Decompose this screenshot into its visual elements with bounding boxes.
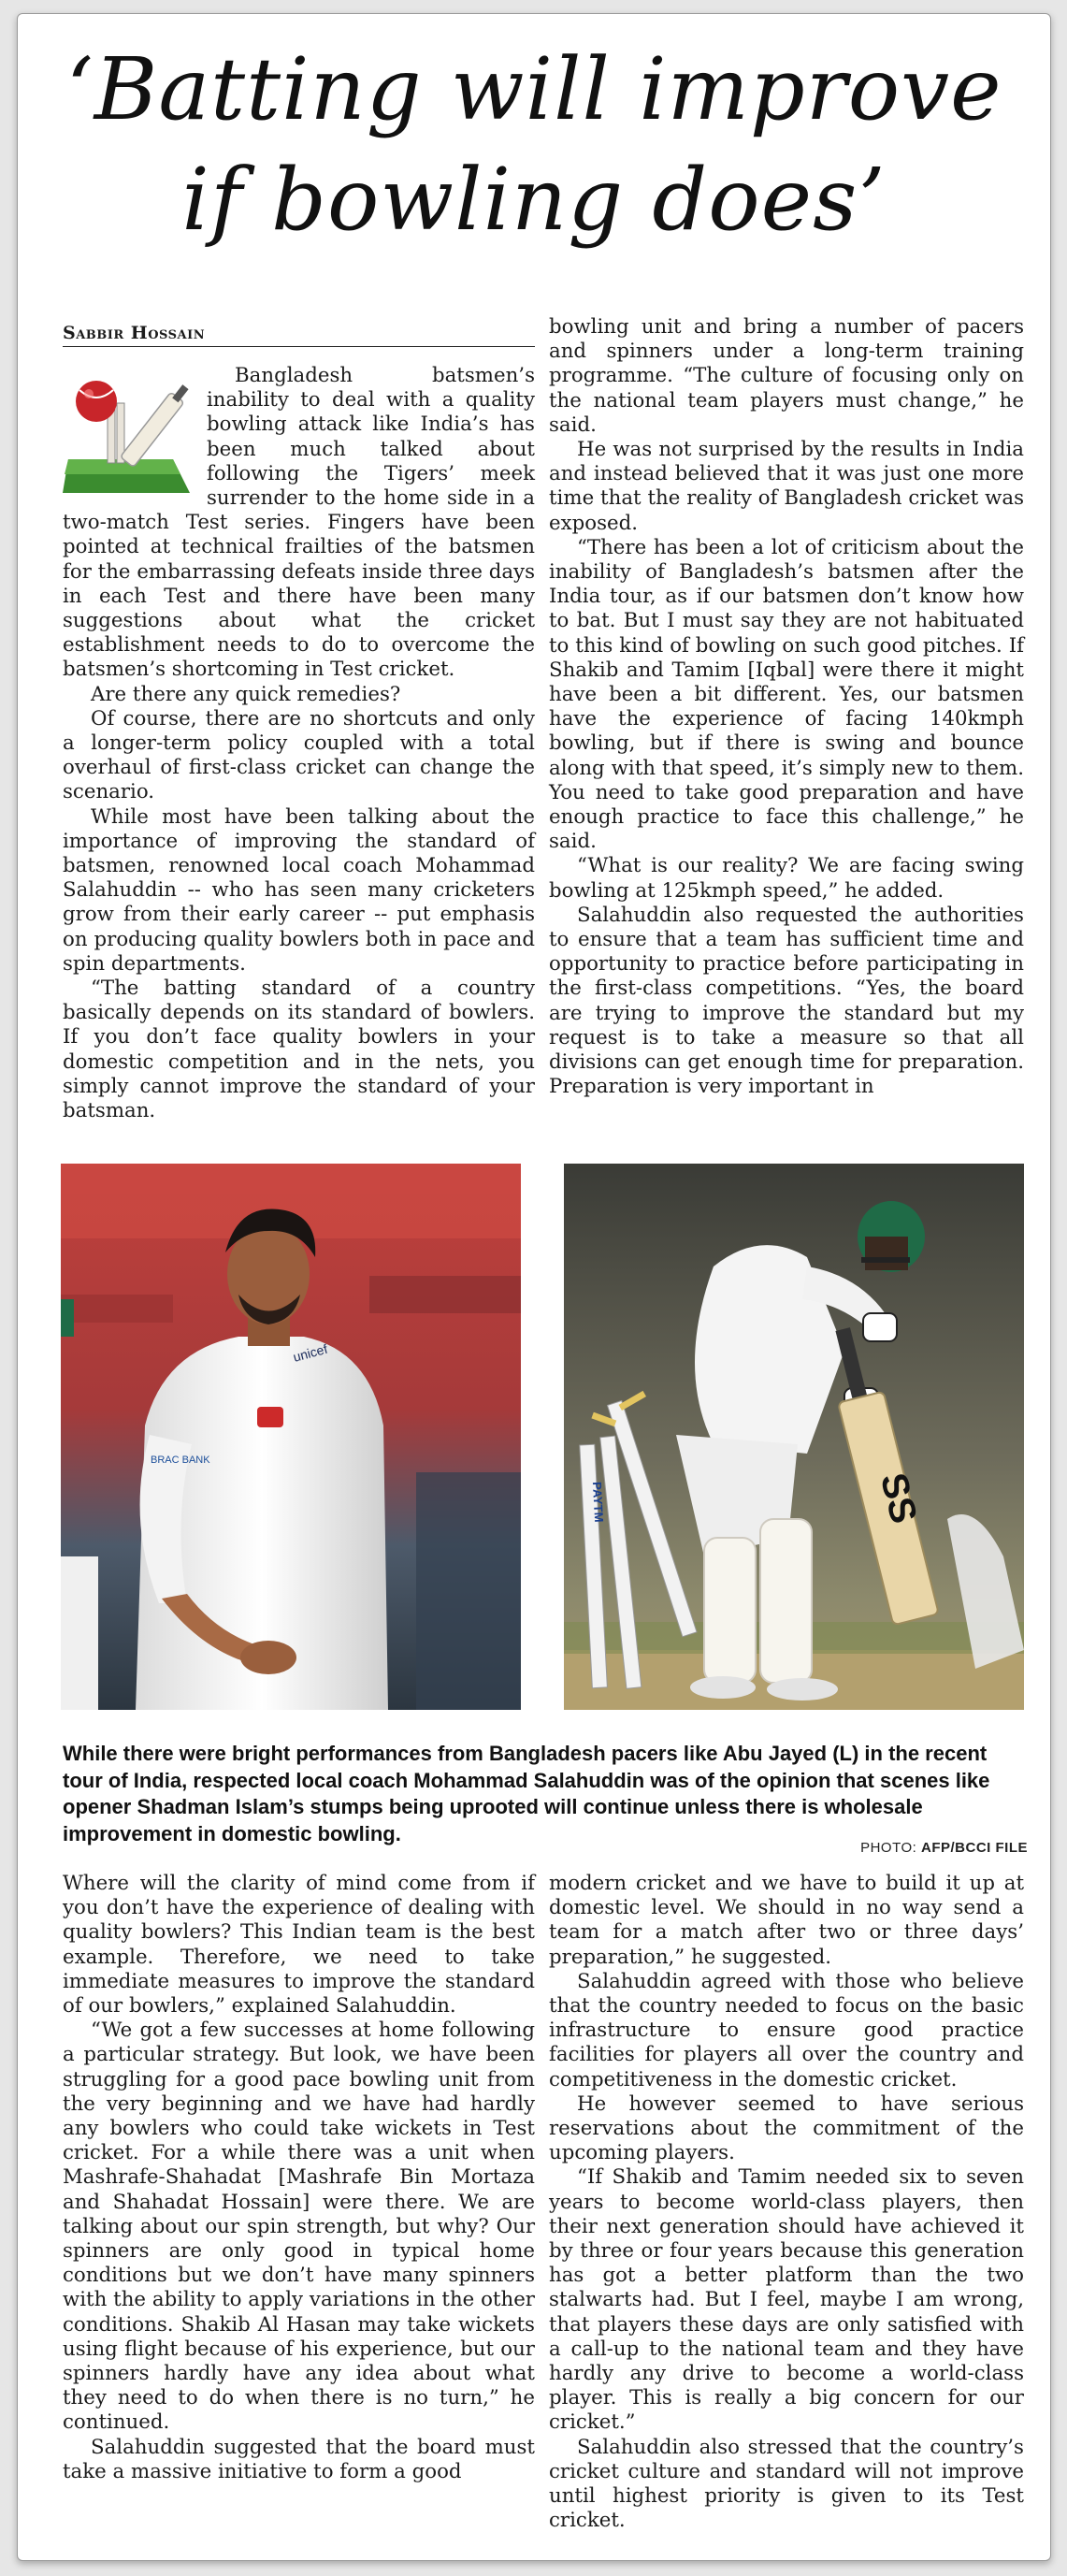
paragraph: “The batting standard of a country basically depends on its standard of bowlers. If you don’t face quality bowlers in your domestic competition and in the nets, you simply cannot improve the standard of your batsman. bbox=[63, 977, 535, 1123]
sponsor-logo: BRAC BANK bbox=[151, 1454, 210, 1466]
paragraph: Salahuddin also stressed that the country’s cricket culture and standard will not improve until highest priority is given to its Test cricket. bbox=[549, 2435, 1024, 2533]
paragraph: modern cricket and we have to build it up at domestic level. We should in no way send a team for a match after two or three days’ preparation,” he suggested. bbox=[549, 1872, 1024, 1969]
column-bottom-right bbox=[549, 1872, 1024, 2533]
photo-credit-source: AFP/BCCI FILE bbox=[921, 1840, 1028, 1856]
column-top-right bbox=[549, 315, 1024, 1100]
unicef-logo: unicef bbox=[291, 1340, 329, 1365]
column-bottom-left bbox=[63, 1872, 535, 2484]
bat-logo: SS bbox=[872, 1469, 925, 1527]
paragraph: Where will the clarity of mind come from if you don’t have the experience of dealing with quality bowlers? This Indian team is the best example. Therefore, we need to take immediate measures to improve the standard of our bowlers,” explained Salahuddin. bbox=[63, 1872, 535, 2019]
paragraph: “If Shakib and Tamim needed six to seven years to become world-class players, then their next generation should have achieved it by three or four years because this generation has got a better platform than the two stalwarts had. But I feel, maybe I am wrong, that players these days are only satisfied with a call-up to the national team and they have hardly any drive to become a world-class player. This is really a big concern for our cricket.” bbox=[549, 2165, 1024, 2435]
paragraph: Are there any quick remedies? bbox=[91, 682, 401, 706]
photo-credit-label: PHOTO: bbox=[860, 1840, 917, 1856]
photo-shadman-stumps bbox=[564, 1164, 1024, 1710]
paragraph: bowling unit and bring a number of pacers and spinners under a long-term training programme. “The culture of focusing only on the national team players must change,” he said. bbox=[549, 315, 1024, 437]
paragraph: Salahuddin agreed with those who believe that the country needed to focus on the basic infrastructure to ensure good practice facilities for players all over the country and competitiveness in the domestic cricket. bbox=[549, 1969, 1024, 2091]
paragraph: He was not surprised by the results in India and instead believed that it was just one more time that the reality of Bangladesh cricket was exposed. bbox=[549, 438, 1024, 535]
paragraph: “We got a few successes at home following a particular strategy. But look, we have been struggling for a good pace bowling unit from the very beginning and we have had hardly any bowlers who could take wickets in Test cricket. For a while there was a unit when Mashrafe-Shahadat [Mashrafe Bin Mortaza and Shahadat Hossain] were there. We are talking about our spin strength, but why? Our spinners are only good in typical home conditions but we don’t have many spinners with the ability to apply variations in the other conditions. Shakib Al Hasan may take wickets using flight because of his experience, but our spinners hardly have any idea about what they need to do when there is no turn,” he continued. bbox=[63, 2019, 535, 2435]
photo-caption: While there were bright performances from Bangladesh pacers like Abu Jayed (L) in the recent tour of India, respected local coach Mohammad Salahuddin was of the opinion that scenes like opener Shadman Islam’s stumps being uprooted will continue unless there is wholesale improvement in domestic bowling. bbox=[63, 1742, 990, 1845]
paragraph: Salahuddin suggested that the board must take a massive initiative to form a good bbox=[63, 2435, 535, 2483]
cricket-icon bbox=[63, 369, 194, 500]
paragraph: Bangladesh batsmen’s inability to deal with a quality bowling attack like India’s has been much talked about following the Tigers’ meek surrender to the home side in a two-match Test series. Fingers have been pointed at technical frailties of the batsmen for the embarrassing defeats inside three days in each Test and there have been many suggestions about what the cricket establishment needs to do to overcome the batsmen’s shortcoming in Test cricket. bbox=[63, 364, 535, 682]
paragraph: Salahuddin also requested the authorities to ensure that a team has sufficient time and opportunity to practice before participating in the first-class competitions. “Yes, the board are trying to improve the standard but my request is to take a measure so that all divisions can get enough time for preparation. Preparation is very important in bbox=[549, 903, 1024, 1099]
photo-credit bbox=[860, 1840, 1028, 1856]
paragraph: Of course, there are no shortcuts and only a longer-term policy coupled with a total overhaul of first-class cricket can change the scenario. bbox=[63, 706, 535, 804]
paragraph: He however seemed to have serious reservations about the commitment of the upcoming players. bbox=[549, 2091, 1024, 2165]
column-top-left bbox=[63, 364, 535, 1123]
headline-line-1: ‘Batting will improve bbox=[65, 39, 1002, 139]
newspaper-clipping bbox=[17, 13, 1051, 2561]
stump-logo: PAYTM bbox=[589, 1481, 607, 1523]
headline-line-2: if bowling does’ bbox=[181, 150, 887, 250]
photo-abu-jayed bbox=[61, 1164, 521, 1710]
paragraph: While most have been talking about the importance of improving the standard of batsmen, renowned local coach Mohammad Salahuddin -- who has seen many cricketers grow from their early career -- put emphasis on producing quality bowlers both in pace and spin departments. bbox=[63, 804, 535, 976]
paragraph: “There has been a lot of criticism about the inability of Bangladesh’s batsmen after the India tour, as if our batsmen don’t know how to bat. But I must say they are not habituated to this kind of bowling on such good pitches. If Shakib and Tamim [Iqbal] were there it might have been a bit different. Yes, our batsmen have the experience of facing 140kmph bowling, but if there is swing and bounce along with that speed, it’s simply new to them. You need to take good preparation and have enough practice to face this challenge,” he said. bbox=[549, 535, 1024, 854]
byline: Sabbir Hossain bbox=[63, 323, 535, 347]
paragraph: “What is our reality? We are facing swing bowling at 125kmph speed,” he added. bbox=[549, 854, 1024, 903]
headline bbox=[18, 35, 1050, 255]
